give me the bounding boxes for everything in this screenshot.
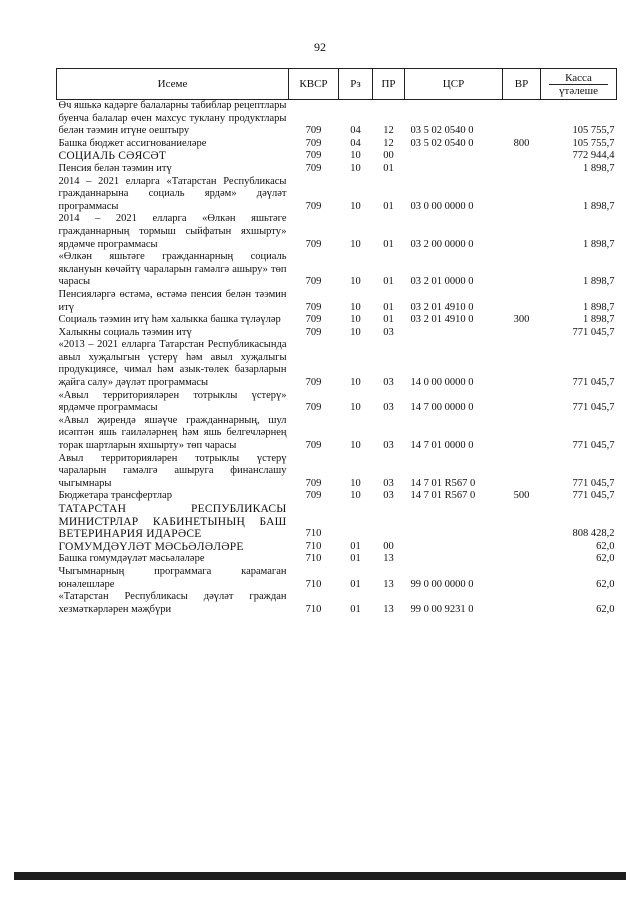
- cell-pr: 03: [383, 477, 394, 489]
- header-name: Исеме: [57, 69, 289, 100]
- table-row: [57, 390, 617, 415]
- cell-kvsr: 709: [305, 477, 322, 489]
- cell-pr: 01: [383, 276, 394, 288]
- cell-rz: 10: [350, 377, 361, 389]
- cell-sum: 771 045,7: [572, 402, 615, 414]
- cell-sum: 62,0: [596, 578, 615, 590]
- cell-rz: 10: [350, 200, 361, 212]
- cell-csr: 99 0 00 0000 0: [410, 578, 474, 590]
- cell-pr: 01: [383, 238, 394, 250]
- cell-rz: 10: [350, 162, 361, 174]
- cell-kvsr: 709: [305, 326, 322, 338]
- cell-name: 2014 – 2021 елларга «Өлкән яшьтәге гражданнарның тормыш сыйфатын яхшырту» ярдәмче программасы: [58, 213, 287, 250]
- cell-vr: [503, 566, 541, 591]
- cell-csr: [405, 150, 503, 163]
- cell-vr: [503, 251, 541, 289]
- cell-vr: [503, 327, 541, 340]
- cell-csr: 03 2 00 0000 0: [410, 238, 474, 250]
- cell-sum: 771 045,7: [572, 440, 615, 452]
- cell-name: «Өлкән яшьтәге гражданнарның социаль яклануын көчәйтү чараларын гамәлгә ашыру» төп чарасы: [58, 251, 287, 288]
- table-row: [57, 150, 617, 163]
- page-number: 92: [314, 40, 326, 54]
- table-header: [57, 69, 617, 100]
- cell-sum: 1 898,7: [583, 276, 615, 288]
- cell-vr: [503, 289, 541, 314]
- cell-sum: 62,0: [596, 603, 615, 615]
- cell-vr: [503, 176, 541, 214]
- cell-kvsr: 709: [305, 150, 322, 162]
- cell-sum: 1 898,7: [583, 314, 615, 326]
- cell-sum: 771 045,7: [572, 326, 615, 338]
- cell-csr: 03 5 02 0540 0: [410, 137, 474, 149]
- header-sum: [541, 69, 617, 100]
- table-row: [57, 327, 617, 340]
- cell-kvsr: 709: [305, 440, 322, 452]
- table-row: [57, 541, 617, 554]
- cell-sum: 771 045,7: [572, 490, 615, 502]
- cell-rz: 01: [350, 540, 361, 552]
- cell-vr: [503, 453, 541, 491]
- cell-name: Башка гомумдәүләт мәсьәләләре: [58, 553, 205, 565]
- cell-csr: 03 5 02 0540 0: [410, 125, 474, 137]
- cell-vr: [503, 150, 541, 163]
- header-pr: ПР: [373, 69, 405, 100]
- cell-pr: 12: [383, 125, 394, 137]
- table-row: [57, 503, 617, 541]
- table-row: [57, 251, 617, 289]
- cell-name: «Авыл территорияләрен тотрыклы үстерү» ярдәмче программасы: [58, 389, 287, 414]
- cell-kvsr: 710: [305, 553, 322, 565]
- cell-vr: [503, 213, 541, 251]
- cell-name: Пенсия белән тәэмин итү: [58, 162, 172, 174]
- cell-kvsr: 709: [305, 200, 322, 212]
- cell-kvsr: 709: [305, 125, 322, 137]
- cell-pr: 01: [383, 301, 394, 313]
- cell-rz: 04: [350, 137, 361, 149]
- cell-rz: [339, 503, 373, 541]
- cell-csr: [405, 503, 503, 541]
- cell-csr: 14 7 00 0000 0: [410, 402, 474, 414]
- table-body: [57, 100, 617, 617]
- cell-sum: 62,0: [596, 540, 615, 552]
- cell-kvsr: 709: [305, 238, 322, 250]
- header-csr: ЦСР: [405, 69, 503, 100]
- cell-name: ТАТАРСТАН РЕСПУБЛИКАСЫ МИНИСТРЛАР КАБИНЕТЫНЫҢ БАШ ВЕТЕРИНАРИЯ ИДАРӘСЕ: [58, 503, 287, 541]
- cell-rz: 10: [350, 276, 361, 288]
- table-row: [57, 566, 617, 591]
- cell-vr: [503, 503, 541, 541]
- cell-pr: 00: [383, 150, 394, 162]
- cell-sum: 1 898,7: [583, 238, 615, 250]
- cell-pr: 01: [383, 314, 394, 326]
- table-row: [57, 415, 617, 453]
- cell-sum: 1 898,7: [583, 301, 615, 313]
- cell-name: «2013 – 2021 елларга Татарстан Республикасында авыл хуҗалыгын үстерү һәм авыл хуҗалыгы продукциясе, чимал һәм азык-төлек базарларын җайга салу» дәүләт программасы: [58, 339, 287, 389]
- cell-pr: 03: [383, 440, 394, 452]
- cell-vr: 300: [513, 314, 530, 326]
- cell-pr: 03: [383, 402, 394, 414]
- cell-pr: 03: [383, 326, 394, 338]
- header-vr: ВР: [503, 69, 541, 100]
- cell-kvsr: 710: [305, 540, 322, 552]
- cell-sum: 772 944,4: [572, 150, 615, 162]
- table-row: [57, 453, 617, 491]
- cell-name: Социаль тәэмин итү һәм халыкка башка түләүләр: [58, 314, 281, 326]
- cell-pr: 00: [383, 540, 394, 552]
- cell-vr: [503, 415, 541, 453]
- cell-pr: 01: [383, 162, 394, 174]
- table-row: [57, 213, 617, 251]
- cell-kvsr: 710: [305, 603, 322, 615]
- cell-kvsr: 710: [305, 578, 322, 590]
- cell-csr: [405, 541, 503, 554]
- table-row: [57, 100, 617, 138]
- cell-csr: [405, 163, 503, 176]
- cell-kvsr: 709: [305, 402, 322, 414]
- cell-kvsr: 709: [305, 162, 322, 174]
- table-row: [57, 176, 617, 214]
- cell-rz: 10: [350, 238, 361, 250]
- cell-name: Өч яшькә кадәрге балаларны табиблар рецептлары буенча балалар өчен махсус туклану продуктлары белән тәэмин итүне оештыру: [58, 100, 287, 137]
- cell-name: «Татарстан Республикасы дәүләт граждан хезмәткәрләрен мәҗбүри: [58, 591, 287, 615]
- cell-rz: 10: [350, 402, 361, 414]
- cell-csr: 14 7 01 R567 0: [410, 477, 476, 489]
- table-row: [57, 163, 617, 176]
- cell-name: Чыгымнарның программага карамаган юнәлешләре: [58, 565, 287, 590]
- cell-pr: 13: [383, 553, 394, 565]
- cell-sum: 1 898,7: [583, 162, 615, 174]
- cell-kvsr: 709: [305, 314, 322, 326]
- cell-csr: 03 0 00 0000 0: [410, 200, 474, 212]
- header-sum-line1: Касса: [549, 72, 608, 85]
- cell-sum: 771 045,7: [572, 477, 615, 489]
- cell-vr: [503, 100, 541, 138]
- cell-name: Пенсияләргә өстәмә, өстәмә пенсия белән тәэмин итү: [58, 288, 287, 313]
- cell-kvsr: 709: [305, 137, 322, 149]
- budget-table: [56, 68, 617, 616]
- cell-rz: 10: [350, 477, 361, 489]
- cell-csr: 14 7 01 0000 0: [410, 440, 474, 452]
- cell-rz: 10: [350, 326, 361, 338]
- cell-pr: 13: [383, 603, 394, 615]
- cell-sum: 105 755,7: [572, 125, 615, 137]
- cell-csr: 14 7 01 R567 0: [410, 490, 476, 502]
- table-row: [57, 339, 617, 389]
- cell-pr: 03: [383, 490, 394, 502]
- cell-csr: 03 2 01 0000 0: [410, 276, 474, 288]
- table-row: [57, 490, 617, 503]
- cell-vr: [503, 541, 541, 554]
- cell-pr: 12: [383, 137, 394, 149]
- header-sum-line2: үтәлеше: [559, 84, 598, 97]
- header-kvsr: КВСР: [289, 69, 339, 100]
- cell-rz: 10: [350, 490, 361, 502]
- cell-name: «Авыл җирендә яшәүче гражданнарның, шул исәптән яшь гаиләләрнең һәм яшь белгечләрнең торак шартларын яхшырту» төп чарасы: [58, 414, 287, 452]
- cell-vr: [503, 339, 541, 389]
- cell-sum: 771 045,7: [572, 377, 615, 389]
- cell-csr: 03 2 01 4910 0: [410, 301, 474, 313]
- table-row: [57, 289, 617, 314]
- header-rz: Рз: [339, 69, 373, 100]
- cell-sum: 1 898,7: [583, 200, 615, 212]
- cell-rz: 10: [350, 314, 361, 326]
- cell-rz: 01: [350, 603, 361, 615]
- cell-vr: 800: [513, 137, 530, 149]
- cell-name: СОЦИАЛЬ СӘЯСӘТ: [58, 150, 167, 163]
- cell-vr: [503, 591, 541, 616]
- cell-vr: [503, 390, 541, 415]
- cell-csr: 03 2 01 4910 0: [410, 314, 474, 326]
- table-row: [57, 314, 617, 327]
- cell-rz: 04: [350, 125, 361, 137]
- cell-kvsr: 709: [305, 490, 322, 502]
- cell-name: Халыкны социаль тәэмин итү: [58, 326, 192, 338]
- cell-pr: 01: [383, 200, 394, 212]
- cell-kvsr: 709: [305, 301, 322, 313]
- cell-pr: 13: [383, 578, 394, 590]
- table-row: [57, 553, 617, 566]
- table-row: [57, 591, 617, 616]
- cell-vr: [503, 553, 541, 566]
- cell-name: Бюджетара трансфертлар: [58, 490, 172, 502]
- cell-sum: 62,0: [596, 553, 615, 565]
- cell-sum: 105 755,7: [572, 137, 615, 149]
- cell-csr: [405, 327, 503, 340]
- cell-vr: 500: [513, 490, 530, 502]
- cell-rz: 01: [350, 578, 361, 590]
- cell-rz: 10: [350, 150, 361, 162]
- cell-kvsr: 710: [305, 528, 322, 540]
- cell-rz: 01: [350, 553, 361, 565]
- cell-csr: 14 0 00 0000 0: [410, 377, 474, 389]
- cell-name: 2014 – 2021 елларга «Татарстан Республикасы гражданнарына социаль ярдәм» дәүләт программасы: [58, 175, 287, 212]
- cell-vr: [503, 163, 541, 176]
- cell-rz: 10: [350, 440, 361, 452]
- cell-kvsr: 709: [305, 276, 322, 288]
- cell-csr: 99 0 00 9231 0: [410, 603, 474, 615]
- scan-edge-band: [14, 872, 626, 880]
- cell-csr: [405, 553, 503, 566]
- cell-kvsr: 709: [305, 377, 322, 389]
- cell-sum: 808 428,2: [572, 528, 615, 540]
- cell-name: Башка бюджет ассигнованиеләре: [58, 137, 207, 149]
- cell-name: Авыл территорияләрен тотрыклы үстерү чараларын гамәлгә ашыруга финанслашу чыгымнары: [58, 452, 287, 489]
- table-row: [57, 138, 617, 151]
- cell-name: ГОМУМДӘҮЛӘТ МӘСЬӘЛӘЛӘРЕ: [58, 540, 244, 553]
- cell-pr: [373, 503, 405, 541]
- cell-rz: 10: [350, 301, 361, 313]
- cell-pr: 03: [383, 377, 394, 389]
